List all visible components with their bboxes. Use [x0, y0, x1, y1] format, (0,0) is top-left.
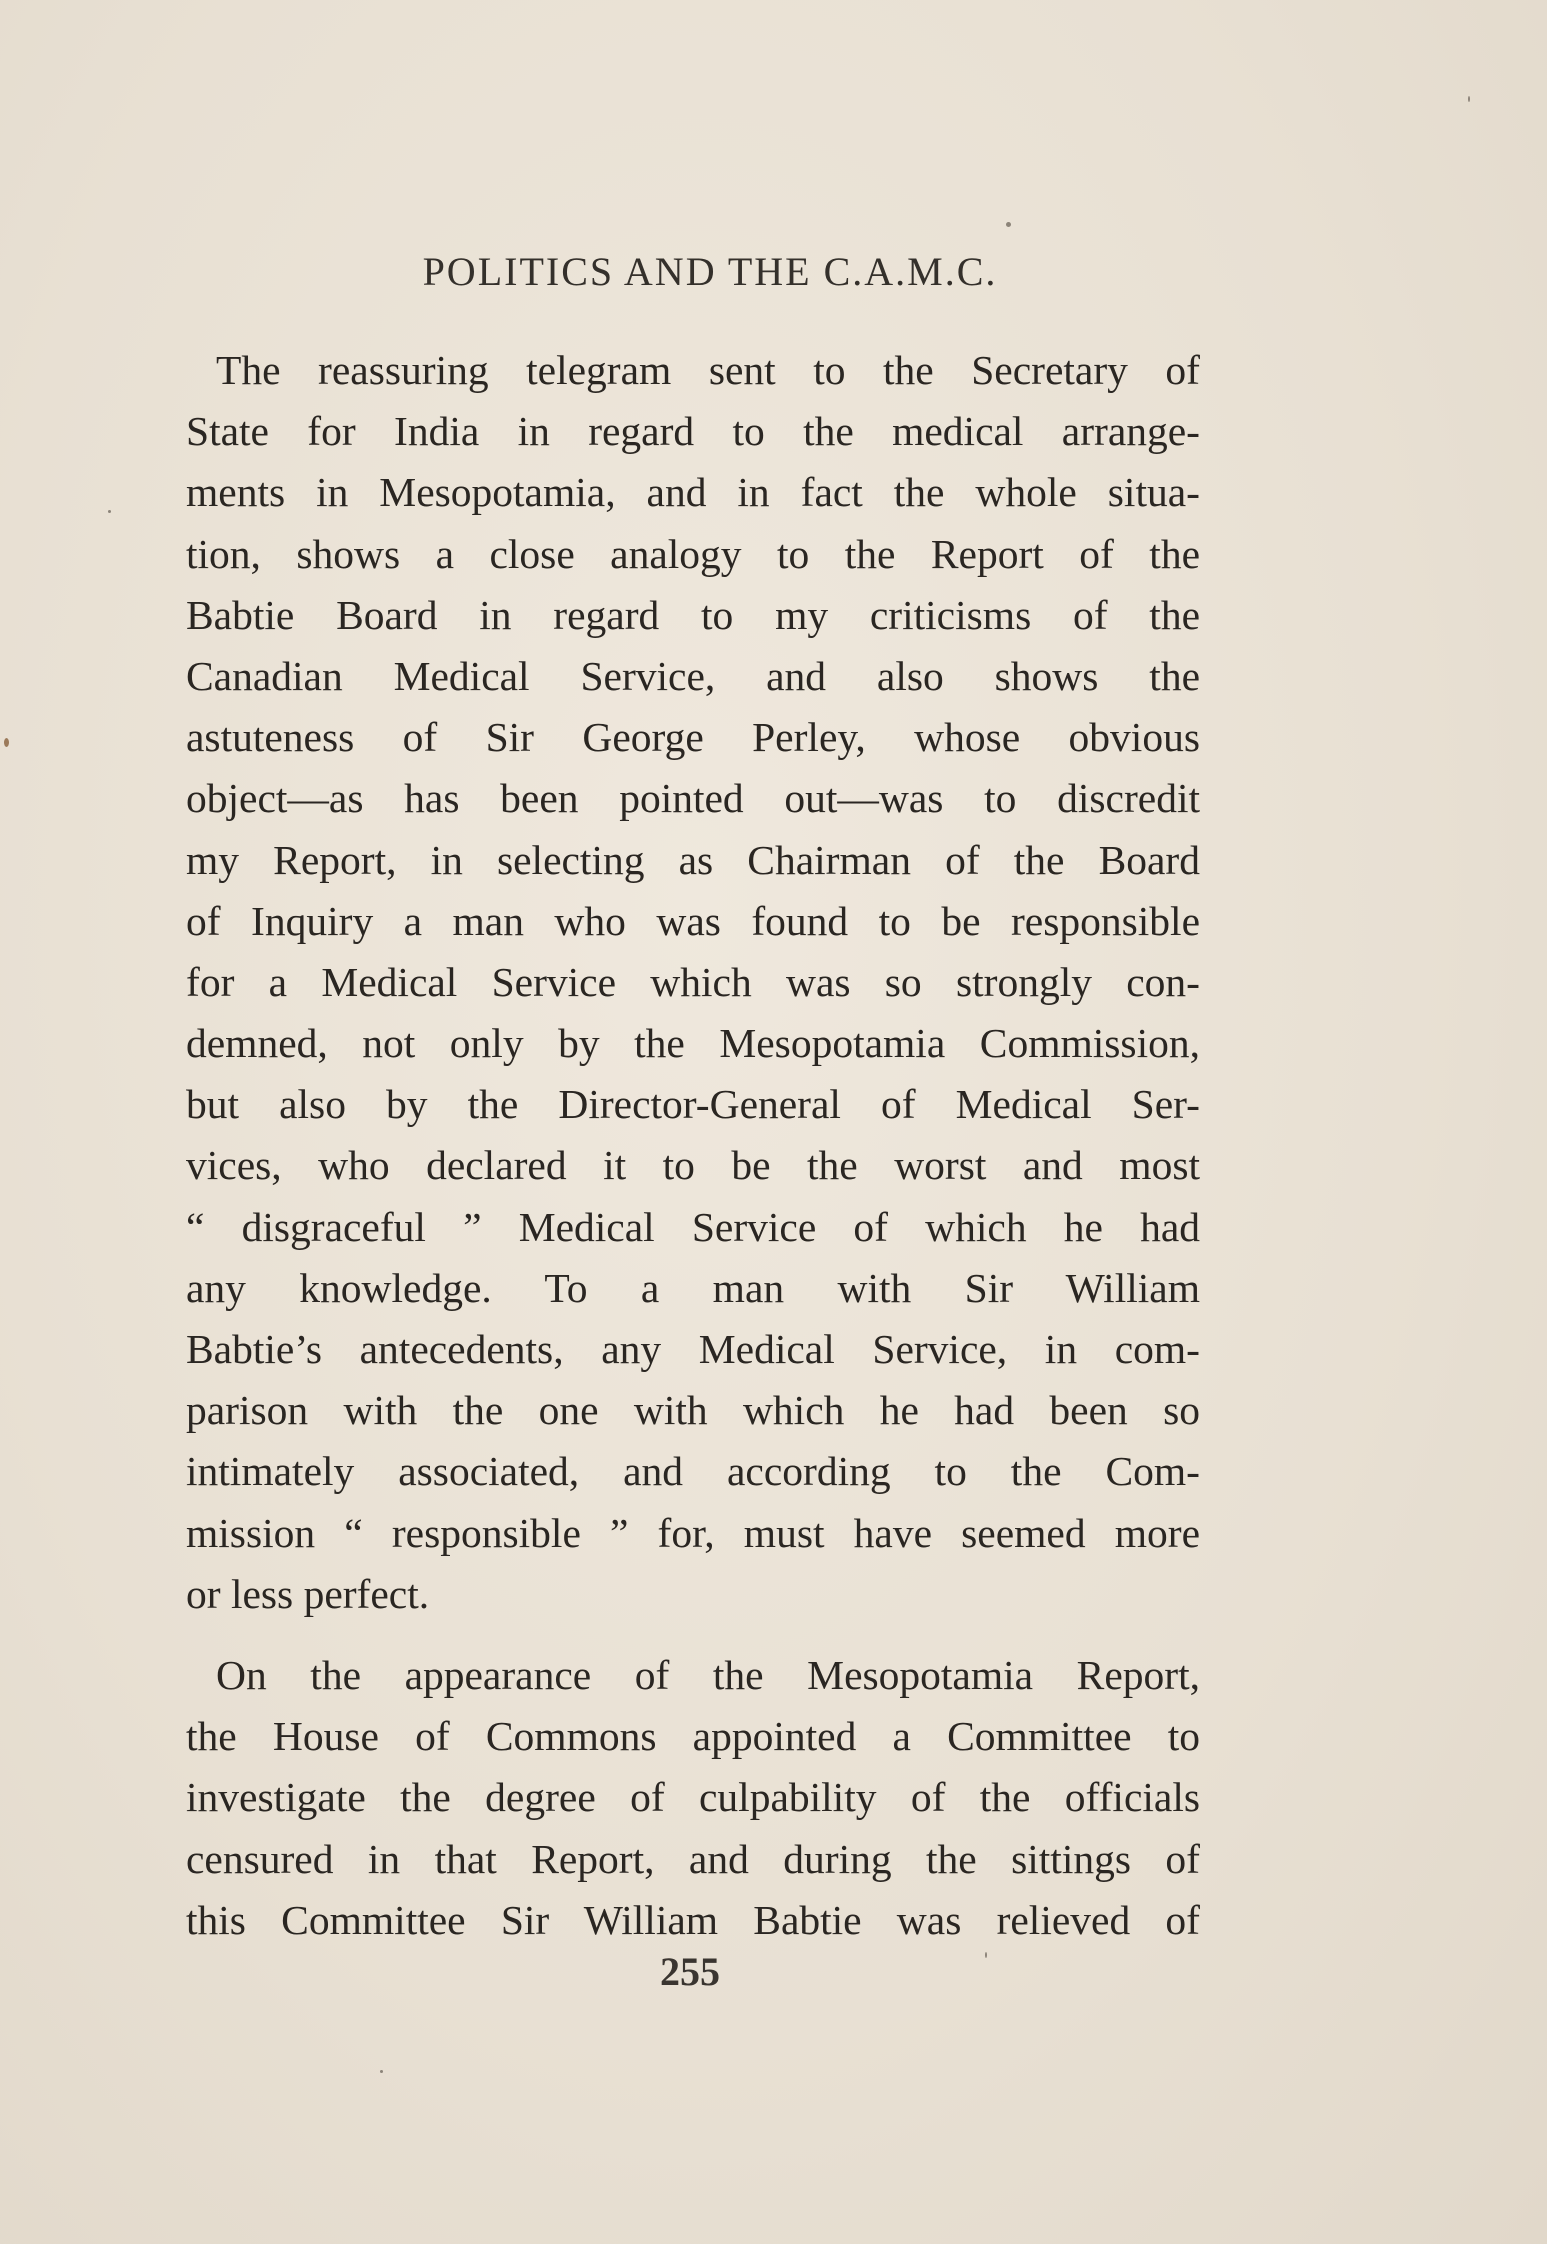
text-line: the House of Commons appointed a Committee to [186, 1713, 1200, 1760]
text-line: for a Medical Service which was so strongly con- [186, 958, 1200, 1005]
text-line: vices, who declared it to be the worst and most [186, 1142, 1200, 1189]
text-line: demned, not only by the Mesopotamia Commission, [186, 1020, 1200, 1067]
text-line: intimately associated, and according to the Com- [186, 1448, 1200, 1495]
text-line: my Report, in selecting as Chairman of the Board [186, 836, 1200, 883]
text-line: State for India in regard to the medical arrange- [186, 408, 1200, 455]
text-line: tion, shows a close analogy to the Report of the [186, 530, 1200, 577]
text-line: Canadian Medical Service, and also shows the [186, 652, 1200, 699]
text-line: On the appearance of the Mesopotamia Report, [216, 1651, 1200, 1698]
page-number: 255 [660, 1949, 720, 1994]
text-line: censured in that Report, and during the sittings of [186, 1835, 1200, 1882]
text-line: astuteness of Sir George Perley, whose obvious [186, 714, 1200, 761]
text-line: but also by the Director-General of Medical Ser- [186, 1081, 1200, 1128]
text-line: object—as has been pointed out—was to discredit [186, 775, 1200, 822]
text-line: “ disgraceful ” Medical Service of which he had [186, 1203, 1200, 1250]
paragraph-2 [186, 1645, 1200, 1951]
text-line: mission “ responsible ” for, must have seemed more [186, 1509, 1200, 1556]
text-line: parison with the one with which he had been so [186, 1387, 1200, 1434]
text-line: investigate the degree of culpability of the officials [186, 1774, 1200, 1821]
paragraph-1 [186, 340, 1200, 1625]
paper-speck [108, 510, 111, 513]
paper-speck [1006, 222, 1011, 227]
text-line: or less perfect. [186, 1570, 430, 1617]
text-line: The reassuring telegram sent to the Secretary of [216, 347, 1200, 393]
paper-speck [4, 738, 9, 747]
paper-speck [380, 2070, 383, 2073]
paragraph-gap [186, 1625, 1200, 1645]
text-line: Babtie’s antecedents, any Medical Service, in com- [186, 1326, 1200, 1372]
paper-speck [985, 1952, 987, 1958]
text-line: any knowledge. To a man with Sir William [186, 1264, 1200, 1311]
text-line: Babtie Board in regard to my criticisms of the [186, 591, 1200, 638]
paper-speck [1468, 96, 1470, 102]
body-text [186, 340, 1200, 1951]
text-line: ments in Mesopotamia, and in fact the whole situa- [186, 469, 1200, 516]
running-head: POLITICS AND THE C.A.M.C. [422, 249, 998, 294]
text-line: this Committee Sir William Babtie was relieved of [186, 1896, 1200, 1943]
text-line: of Inquiry a man who was found to be responsible [186, 897, 1200, 944]
